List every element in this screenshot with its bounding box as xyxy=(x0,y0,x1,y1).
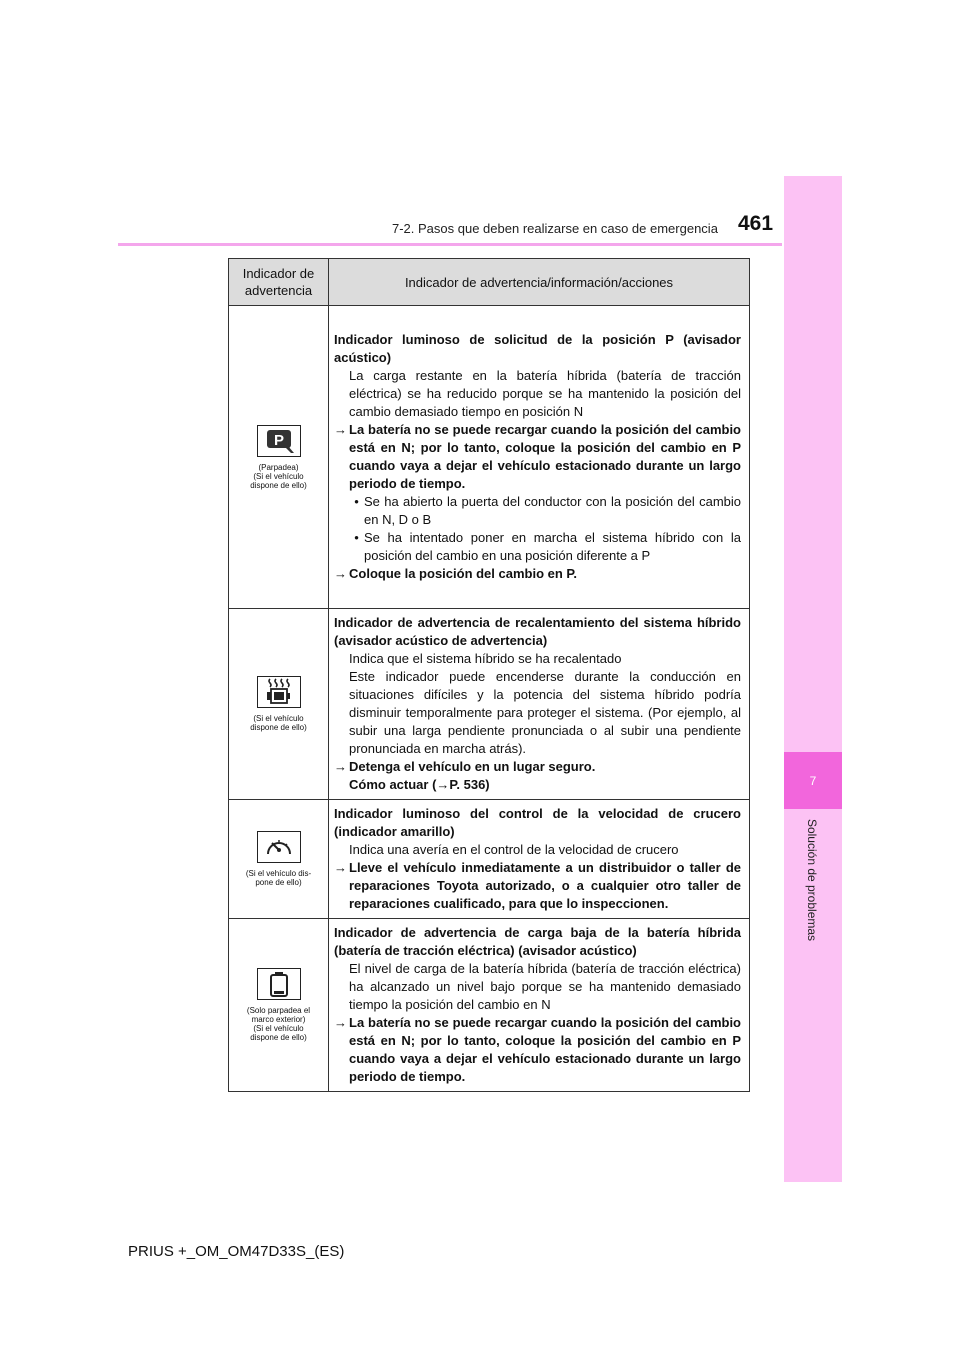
icon-note: (Parpadea) (Si el vehículo dispone de ello) xyxy=(250,462,307,490)
side-tab-number: 7 xyxy=(784,752,842,809)
row-paragraph: Este indicador puede encenderse durante la conducción en situaciones difíciles y la potencia del sistema híbrido podría disminuir temporalmente para proteger el sistema. (Por ejemplo, al subir una larga pendiente pronunciada o al subir una pendiente pronunciada en marcha atrás). xyxy=(349,669,741,756)
p-position-request-icon xyxy=(257,425,301,457)
row-paragraph: La carga restante en la batería híbrida (batería de tracción eléctrica) se ha reducido porque se ha mantenido la posición del cambio demasiado tiempo en posición N xyxy=(349,368,741,419)
page-number: 461 xyxy=(738,212,774,235)
hybrid-system-overheat-icon xyxy=(257,676,301,708)
row-bullet: • Se ha intentado poner en marcha el sistema híbrido con la posición del cambio en una posición diferente a P xyxy=(334,529,741,565)
icon-cell xyxy=(229,800,329,919)
table-row xyxy=(229,609,750,800)
row-action: → Coloque la posición del cambio en P. xyxy=(334,566,578,581)
bullet-icon: • xyxy=(354,494,359,509)
description-cell xyxy=(329,306,750,609)
header-rule xyxy=(118,243,782,246)
section-title: 7-2. Pasos que deben realizarse en caso de emergencia xyxy=(392,221,718,236)
icon-note: (Si el vehículo dis- pone de ello) xyxy=(245,869,312,887)
cruise-control-icon xyxy=(257,831,301,863)
row-action: → Lleve el vehículo inmediatamente a un distribuidor o taller de reparaciones Toyota autorizado, o a cualquier otro taller de reparaciones cualificado, para que lo inspeccionen. xyxy=(334,860,741,911)
row-paragraph: Indica que el sistema híbrido se ha recalentado xyxy=(349,651,622,666)
document-code: PRIUS +_OM_OM47D33S_(ES) xyxy=(128,1243,345,1260)
icon-cell xyxy=(229,306,329,609)
row-action: → Detenga el vehículo en un lugar seguro. xyxy=(334,759,596,774)
row-action: → La batería no se puede recargar cuando la posición del cambio está en N; por lo tanto, coloque la posición del cambio en P cuando vaya a dejar el vehículo estacionado durante un largo periodo de tiempo. xyxy=(334,422,741,491)
icon-cell xyxy=(229,919,329,1092)
arrow-icon: → xyxy=(334,566,347,581)
row-title: Indicador luminoso de solicitud de la posición P (avisador acústico) xyxy=(334,332,741,365)
arrow-icon: → xyxy=(334,860,347,875)
description-cell xyxy=(329,609,750,800)
description-cell xyxy=(329,800,750,919)
row-action: → La batería no se puede recargar cuando la posición del cambio está en N; por lo tanto, coloque la posición del cambio en P cuando vaya a dejar el vehículo estacionado durante un largo periodo de tiempo. xyxy=(334,1015,741,1084)
icon-cell xyxy=(229,609,329,800)
bullet-icon: • xyxy=(354,530,359,545)
arrow-icon: → xyxy=(334,1015,347,1030)
row-title: Indicador luminoso del control de la velocidad de crucero (indicador amarillo) xyxy=(334,806,741,839)
header-cell: Indicador de advertencia/información/acciones xyxy=(329,259,750,306)
arrow-icon: → xyxy=(334,422,347,437)
row-bullet: • Se ha abierto la puerta del conductor con la posición del cambio en N, D o B xyxy=(334,493,741,529)
icon-note: (Si el vehículo dispone de ello) xyxy=(250,714,307,732)
table-row xyxy=(229,306,750,609)
table-row xyxy=(229,800,750,919)
side-tab xyxy=(784,176,842,1182)
table-header-row xyxy=(229,259,750,306)
svg-text:P: P xyxy=(273,431,284,449)
side-tab-label: Solución de problemas xyxy=(805,818,819,942)
description-cell xyxy=(329,919,750,1092)
row-paragraph: El nivel de carga de la batería híbrida (batería de tracción eléctrica) ha alcanzado un nivel bajo porque se ha mantenido demasiado tiempo la posición del cambio en N xyxy=(349,961,741,1012)
table-row xyxy=(229,919,750,1092)
row-title: Indicador de advertencia de carga baja de la batería híbrida (batería de tracción eléctrica) (avisador acústico) xyxy=(334,925,741,958)
row-reference: Cómo actuar (→P. 536) xyxy=(349,777,490,792)
low-battery-icon xyxy=(257,968,301,1000)
icon-note: (Solo parpadea el marco exterior) (Si el vehículo dispone de ello) xyxy=(246,1006,311,1042)
arrow-icon: → xyxy=(334,759,347,774)
row-title: Indicador de advertencia de recalentamiento del sistema híbrido (avisador acústico de advertencia) xyxy=(334,615,741,648)
row-paragraph: Indica una avería en el control de la velocidad de crucero xyxy=(349,842,679,857)
header-cell: Indicador de advertencia xyxy=(229,259,329,306)
warning-table xyxy=(228,258,750,1092)
